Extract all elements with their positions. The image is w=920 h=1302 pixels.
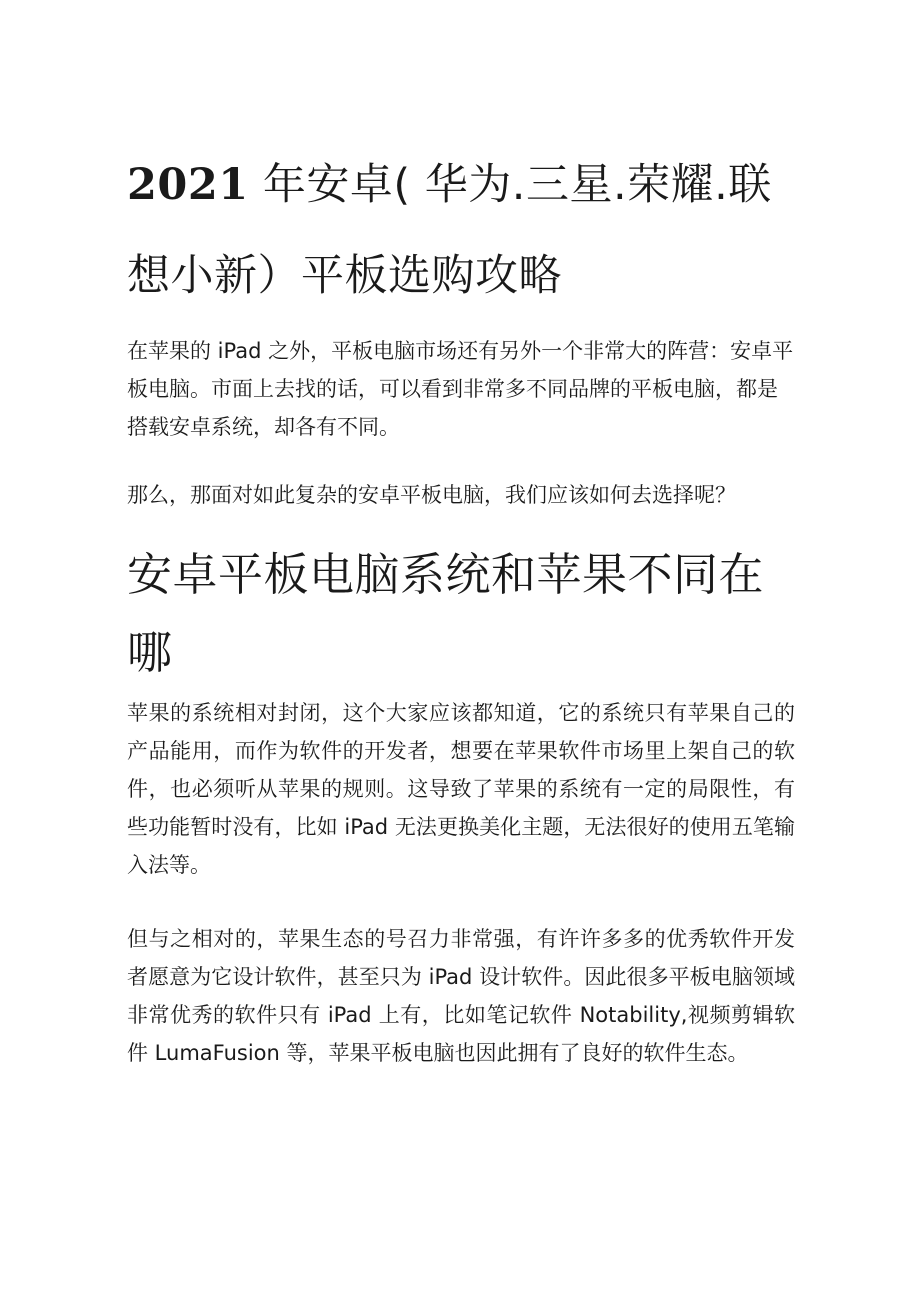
section-paragraph-1: 苹果的系统相对封闭，这个大家应该都知道，它的系统只有苹果自己的产品能用，而作为软件的开发者，想要在苹果软件市场里上架自己的软件，也必须听从苹果的规则。这导致了苹果的系统有一定的局限性，有些功能暂时没有，比如 iPad 无法更换美化主题，无法很好的使用五笔输入法等。: [127, 701, 795, 877]
document-page: [127, 140, 795, 1072]
section-heading: 安卓平板电脑系统和苹果不同在哪: [127, 548, 765, 679]
title-year: 2021: [127, 160, 249, 210]
title-text: 年安卓( 华为.三星.荣耀.联想小新）平板选购攻略: [127, 160, 772, 301]
intro-paragraph-1: 在苹果的 iPad 之外，平板电脑市场还有另外一个非常大的阵营：安卓平板电脑。市面上去找的话，可以看到非常多不同品牌的平板电脑，都是搭载安卓系统，却各有不同。: [127, 339, 794, 439]
article-title: [127, 140, 795, 322]
section-paragraph-2: 但与之相对的，苹果生态的号召力非常强，有许许多多的优秀软件开发者愿意为它设计软件，甚至只为 iPad 设计软件。因此很多平板电脑领域非常优秀的软件只有 iPad 上有，比如笔记软件 Notability,视频剪辑软件 LumaFusion 等，苹果平板电脑也因此拥有了良好的软件生态。: [127, 927, 795, 1065]
intro-paragraph-2: 那么，那面对如此复杂的安卓平板电脑，我们应该如何去选择呢？: [127, 483, 736, 507]
